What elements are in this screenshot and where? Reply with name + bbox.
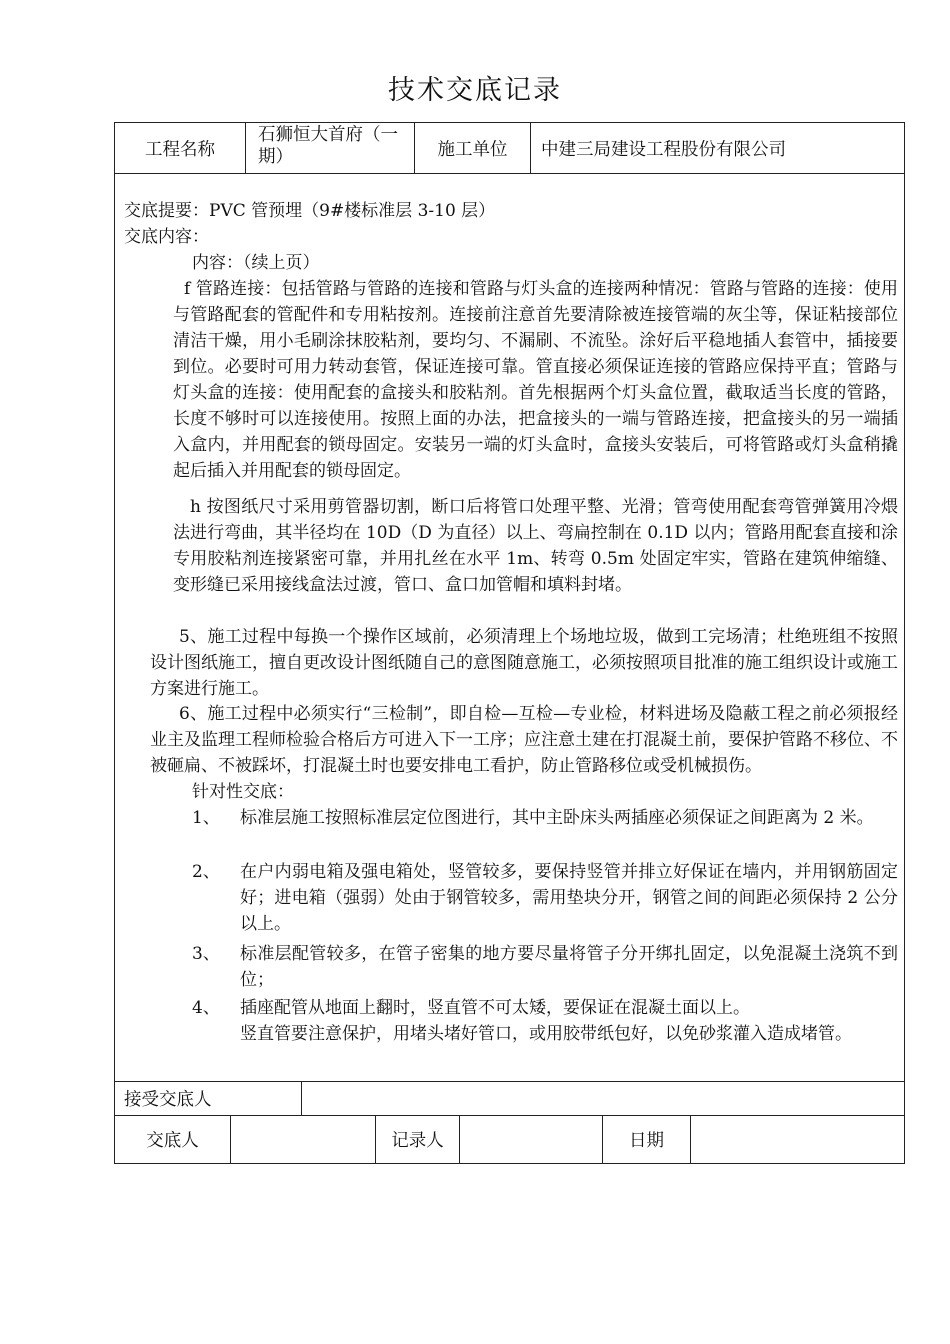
recorder-label: 记录人: [376, 1115, 460, 1163]
project-name-line1: 石狮恒大首府（一: [258, 125, 398, 145]
project-name-value: [246, 123, 415, 173]
paragraph-6: 6、施工过程中必须实行“三检制”，即自检—互检—专业检，材料进场及隐蔽工程之前必须报经业主及监理工程师检验合格后方可进入下一工序；应注意土建在打混凝土前，要保护管路不移位、不被砸扁、不被踩坏，打混凝土时也要安排电工看护，防止管路移位或受机械损伤。: [150, 704, 898, 776]
signature-row: [115, 1115, 904, 1163]
document-title: 技术交底记录: [388, 75, 562, 106]
paragraph-h: h 按图纸尺寸采用剪管器切割，断口后将管口处理平整、光滑；管弯使用配套弯管弹簧用冷煨法进行弯曲，其半径均在 10D（D 为直径）以上、弯扁控制在 0.1D 以内；管路用配套直接和涂专用胶粘剂连接紧密可靠，并用扎丝在水平 1m、转弯 0.5m 处固定牢实，管路在建筑伸缩缝、变形缝已采用接线盒法过渡，管口、盒口加管帽和填料封堵。: [173, 497, 898, 595]
date-field[interactable]: [691, 1115, 904, 1163]
item-number: 4、: [192, 998, 220, 1018]
project-name-line2: 期）: [258, 147, 293, 167]
item-text: 插座配管从地面上翻时，竖直管不可太矮，要保证在混凝土面以上。: [240, 998, 750, 1018]
paragraph-5: 5、施工过程中每换一个操作区域前，必须清理上个场地垃圾，做到工完场清；杜绝班组不按照设计图纸施工，擅自更改设计图纸随自己的意图随意施工，必须按照项目批准的施工组织设计或施工方案进行施工。: [150, 627, 898, 699]
item-number: 2、: [192, 862, 220, 882]
recorder-field[interactable]: [460, 1115, 603, 1163]
discloser-label: 交底人: [115, 1115, 231, 1163]
item-text: 标准层配管较多，在管子密集的地方要尽量将管子分开绑扎固定，以免混凝土浇筑不到位；: [240, 944, 898, 990]
receiver-label: 接受交底人: [115, 1081, 302, 1115]
receiver-row: [115, 1081, 904, 1116]
item-number: 1、: [192, 808, 220, 828]
targeted-label: 针对性交底：: [192, 782, 294, 802]
item-text: 在户内弱电箱及强电箱处，竖管较多，要保持竖管并排立好保证在墙内，并用钢筋固定好；进电箱（强弱）处由于钢管较多，需用垫块分开，钢管之间的间距必须保持 2 公分以上。: [240, 862, 898, 934]
receiver-field[interactable]: [302, 1081, 904, 1115]
paragraph-f: f 管路连接：包括管路与管路的连接和管路与灯头盒的连接两种情况：管路与管路的连接：使用与管路配套的管配件和专用粘按剂。连接前注意首先要清除被连接管端的灰尘等，保证粘接部位清洁干燥，用小毛刷涂抹胶粘剂，要均匀、不漏刷、不流坠。涂好后平稳地插人套管中，插接要到位。必要时可用力转动套管，保证连接可靠。管直接必须保证连接的管路应保持平直；管路与灯头盒的连接：使用配套的盒接头和胶粘剂。首先根据两个灯头盒位置，截取适当长度的管路，长度不够时可以连接使用。按照上面的办法，把盒接头的一端与管路连接，把盒接头的另一端插入盒内，并用配套的锁母固定。安装另一端的灯头盒时，盒接头安装后，可将管路或灯头盒稍撬起后插入并用配套的锁母固定。: [173, 279, 898, 481]
discloser-field[interactable]: [231, 1115, 376, 1163]
closing-note: 竖直管要注意保护，用堵头堵好管口，或用胶带纸包好，以免砂浆灌入造成堵管。: [240, 1024, 852, 1044]
header-row: [115, 123, 904, 174]
contractor-label: 施工单位: [415, 123, 531, 173]
contractor-value: 中建三局建设工程股份有限公司: [541, 139, 786, 160]
item-text: 标准层施工按照标准层定位图进行，其中主卧床头两插座必须保证之间距离为 2 米。: [240, 808, 874, 828]
project-name-label: 工程名称: [115, 123, 246, 173]
disclosure-content: [115, 173, 904, 1082]
item-number: 3、: [192, 944, 220, 964]
disclosure-table: [114, 122, 905, 1164]
continued-note: 内容：（续上页）: [192, 253, 320, 273]
summary-line: 交底提要：PVC 管预埋（9#楼标准层 3-10 层）: [124, 201, 496, 221]
date-label: 日期: [603, 1115, 691, 1163]
content-label: 交底内容：: [124, 227, 209, 247]
